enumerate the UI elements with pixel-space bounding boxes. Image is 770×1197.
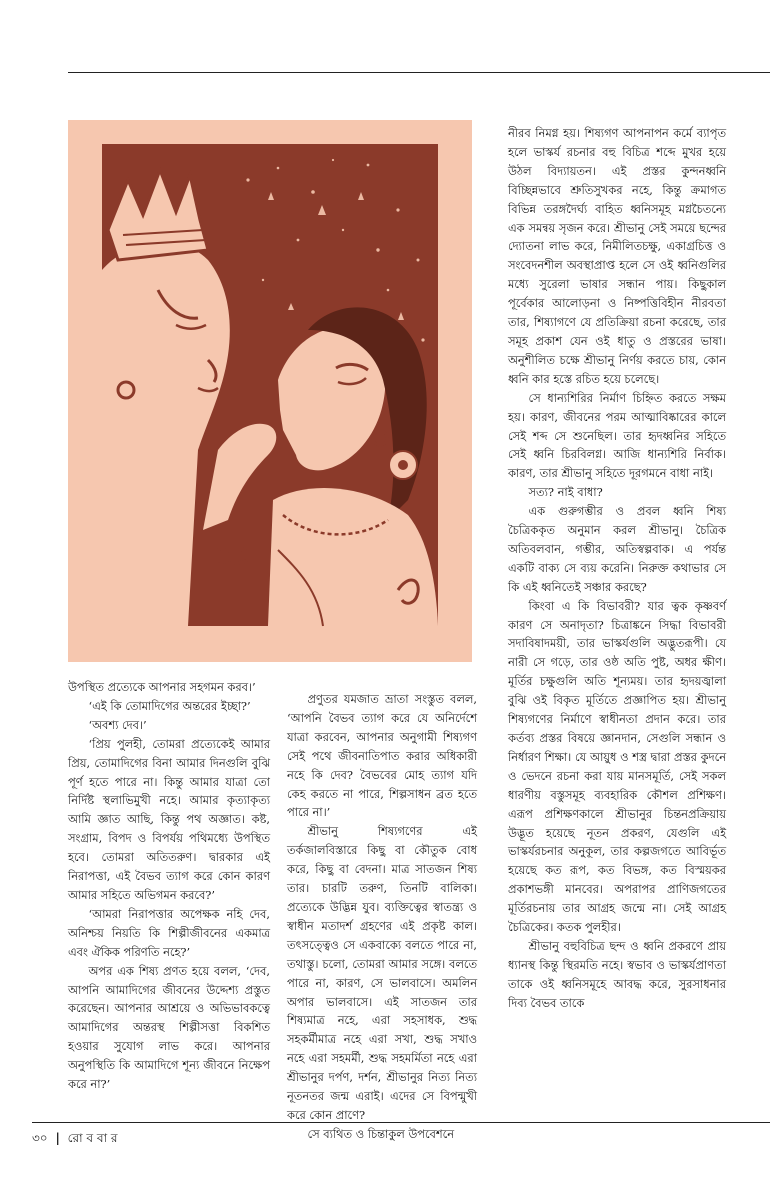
bottom-rule xyxy=(32,1122,770,1123)
paragraph: সে ধান্যশিরির নির্মাণ চিহ্নিত করতে সক্ষম হয়। কারণ, জীবনের পরম আত্মাবিষ্কারের কালে সেই শব্দ সে শুনেছিল। তার হৃদধ্বনির সহিতে সেই ধ্বনি চিরবিলগ্ন। আজি ধান্যশিরি নির্বাক। কারণ, তার শ্রীভানু সহিতে দূরগমনে বাধা নাই। xyxy=(508,390,726,481)
paragraph: উপস্থিত প্রত্যেকে আপনার সহগমন করব।’ xyxy=(68,680,256,694)
paragraph: সত্য? নাই বাধা? xyxy=(528,485,603,500)
paragraph: প্রণুতর যমজাত ভ্রাতা সংস্তুত বলল, ‘আপনি বৈভব ত্যাগ করে যে অনির্দেশে যাত্রা করবেন, আপনার অনুগামী শিষ্যগণ সেই পথে জীবনাতিপাত করার অধিকারী নহে কি দেব? বৈভবের মোহ ত্যাগ যদি কেহ করতে না পারে, শিল্পসাধন ব্রত হতে পারে না।’ xyxy=(287,692,477,820)
paragraph: শ্রীভানু বহুবিচিত্র ছন্দ ও ধ্বনি প্রকরণে প্রায় ধ্যানস্থ কিন্তু স্থিরমতি নহে। স্বভাব ও ভাস্কর্যপ্রাণতা তাকে ওই ধ্বনিসমূহে আবদ্ধ করে, সুরসাধনার দিব্য বৈভব তাকে xyxy=(508,938,726,1010)
paragraph: এক গুরুগম্ভীর ও প্রবল ধ্বনি শিষ্য চৈত্রিককৃত অনুমান করল শ্রীভানু। চৈত্রিক অতিবলবান, গম্ভীর, অতিস্বল্পবাক। এ পর্যন্ত একটি বাক্য সে ব্যয় করেনি। নিরুক্ত কথাভার সে কি এই ধ্বনিতেই সঞ্চার করছে? xyxy=(508,504,726,594)
column-middle xyxy=(287,690,477,1144)
illustration-artwork xyxy=(68,120,472,662)
page-footer xyxy=(32,1130,118,1150)
top-rule xyxy=(68,72,770,73)
paragraph: ‘অবশ্য দেব।’ xyxy=(88,717,147,732)
paragraph: সে ব্যথিত ও চিন্তাকুল উপবেশনে xyxy=(307,1126,455,1141)
paragraph: কিংবা এ কি বিভাবরী? যার ত্বক কৃষ্ণবর্ণ কারণ সে অনাদৃতা? চিত্রাঙ্কনে সিদ্ধা বিভাবরী সদাবিষাদময়ী, তার ভাস্কর্যগুলি অদ্ভুতরূপী। যে নারী সে গড়ে, তার ওষ্ঠ অতি পুষ্ট, অধর ক্ষীণ। মূর্তির চক্ষুগুলি অতি শূন্যময়। তার হৃদয়জ্বালা বুঝি ওই বিকৃত মূর্তিতে প্রজ্ঞাপিত হয়। শ্রীভানু শিষ্যগণের নির্মাণে স্বাধীনতা প্রদান করে। তার কর্তব্য প্রস্তর বিষয়ে জ্ঞানদান, সেগুলি সন্ধান ও নির্ধারণ শিক্ষা। যে আয়ুধ ও শস্ত্র দ্বারা প্রস্তর কুদনে ও ভেদনে রচনা করা যায় মানসমূর্তি, সেই সকল ধারণীয় বস্তুসমূহ ব্যবহারিক কৌশল প্রশিক্ষণ। এরূপ প্রশিক্ষণকালে শ্রীভানুর চিন্তনপ্রক্রিয়ায় উদ্ভূত হয়েছে নূতন প্রকরণ, যেগুলি এই ভাস্কর্যরচনার অনুকূল, তার কল্পজগতে আবির্ভূত হয়েছে কত রূপ, কত বিভঙ্গ, কত বিস্ময়কর প্রকাশভঙ্গী মানবের। অপরাপর প্রাণিজগতের মূর্তিরচনায় তার আগ্রহ জন্মে না। সেই আগ্রহ চৈত্রিকের। কতক পুলহীর। xyxy=(508,598,726,935)
paragraph: ‘এই কি তোমাদিগের অন্তরের ইচ্ছা?’ xyxy=(88,698,251,713)
magazine-name: রো ব বা র xyxy=(67,1131,118,1145)
paragraph: অপর এক শিষ্য প্রণত হয়ে বলল, ‘দেব, আপনি আমাদিগের জীবনের উদ্দেশ্য প্রস্তুত করেছেন। আপনার আশ্রয়ে ও অভিভাবকত্বে আমাদিগের অন্তরস্থ শিল্পীসত্তা বিকশিত হওয়ার সুযোগ লাভ করে। আপনার অনুপস্থিতি কি আমাদিগে শূন্য জীবনে নিক্ষেপ করে না?’ xyxy=(68,963,270,1092)
column-left xyxy=(68,678,270,1094)
paragraph: নীরব নিমগ্ন হয়। শিষ্যগণ আপনাপন কর্মে ব্যাপৃত হলে ভাস্কর্য রচনার বহু বিচিত্র শব্দে মুখর হয়ে উঠল বিদ্যায়তন। এই প্রস্তর কুন্দনধ্বনি বিচ্ছিন্নভাবে শ্রুতিসুখকর নহে, কিন্তু ক্রমাগত বিভিন্ন তরঙ্গদৈর্ঘ্য বাহিত ধ্বনিসমূহ মগ্নচৈতন্যে এক সমন্বয় সৃজন করে। শ্রীভানু সেই সময়ে ছন্দের দ্যোতনা লাভ করে, নিমীলিতচক্ষু, একাগ্রচিত্ত ও সংবেদনশীল অবস্থাপ্রাপ্ত হলে সে ওই ধ্বনিগুলির মধ্যে সুরেলা ভাষার সন্ধান পায়। কিছুকাল পূর্বেকার আলোড়না ও নিষ্পত্তিবিহীন নীরবতা তার, শিষ্যাগণে যে প্রতিক্রিয়া রচনা করেছে, তার সমূহ প্রকাশ যেন ওই ধাতু ও প্রস্তরের ভাষা। অনুশীলিত চক্ষে শ্রীভানু নির্ণয় করতে চায়, কোন ধ্বনি কার হস্তে রচিত হয়ে চলেছে। xyxy=(508,126,726,386)
couple-illustration xyxy=(68,120,472,662)
footer-separator: | xyxy=(55,1131,60,1145)
paragraph: ‘আমরা নিরাপত্তার অপেক্ষক নহি দেব, অনিশ্চয় নিয়তি কি শিল্পীজীবনের একমাত্র এবং ঐকিক পরিণতি নহে?’ xyxy=(68,906,270,959)
paragraph: ‘প্রিয় পুলহী, তোমরা প্রত্যেকেই আমার প্রিয়, তোমাদিগের বিনা আমার দিনগুলি বুঝি পূর্ণ হতে পারে না। কিন্তু আমার যাত্রা তো নির্দিষ্ট স্থলাভিমুখী নহে। আমার কৃত্যাকৃত্য আমি জ্ঞাত আছি, কিন্তু পথ অজ্ঞাত। কষ্ট, সংগ্রাম, বিপদ ও বিপর্যয় পথিমধ্যে উপস্থিত হবে। তোমরা অতিতরুণ। দ্বারকার এই নিরাপত্তা, এই বৈভব ত্যাগ করে কোন কারণ আমার সহিতে অভিগমন করবে?’ xyxy=(68,736,270,902)
page-number: ৩০ xyxy=(32,1131,48,1145)
column-right xyxy=(508,124,726,1013)
paragraph: শ্রীভানু শিষ্যগণের এই তর্কজালবিস্তারে কিছু বা কৌতুক বোধ করে, কিছু বা বেদনা। মাত্র সাতজন শিষ্য তার। চারটি তরুণ, তিনটি বালিকা। প্রত্যেকে উদ্ভিন্ন যুব। ব্যক্তিত্বের স্বাতন্ত্র্য ও স্বাধীন মতাদর্শ গ্রহণের এই প্রকৃষ্ট কাল। তৎসত্ত্বেও সে একবাক্যে বলতে পারে না, তথাস্তু। চলো, তোমরা আমার সঙ্গে। বলতে পারে না, কারণ, সে ভালবাসে। অমলিন অপার ভালবাসে। এই সাতজন তার শিষ্যমাত্র নহে, এরা সহসাধক, শুদ্ধ সহকর্মীমাত্র নহে এরা সখা, শুদ্ধ সখাও নহে এরা সহমর্মী, শুদ্ধ সহমর্মিতা নহে এরা শ্রীভানুর দর্পণ, দর্শন, শ্রীভানুর নিত্য নিত্য নূতনতর জন্ম এরাই। এদের সে বিপন্মুখী করে কোন প্রাণে? xyxy=(287,824,477,1122)
